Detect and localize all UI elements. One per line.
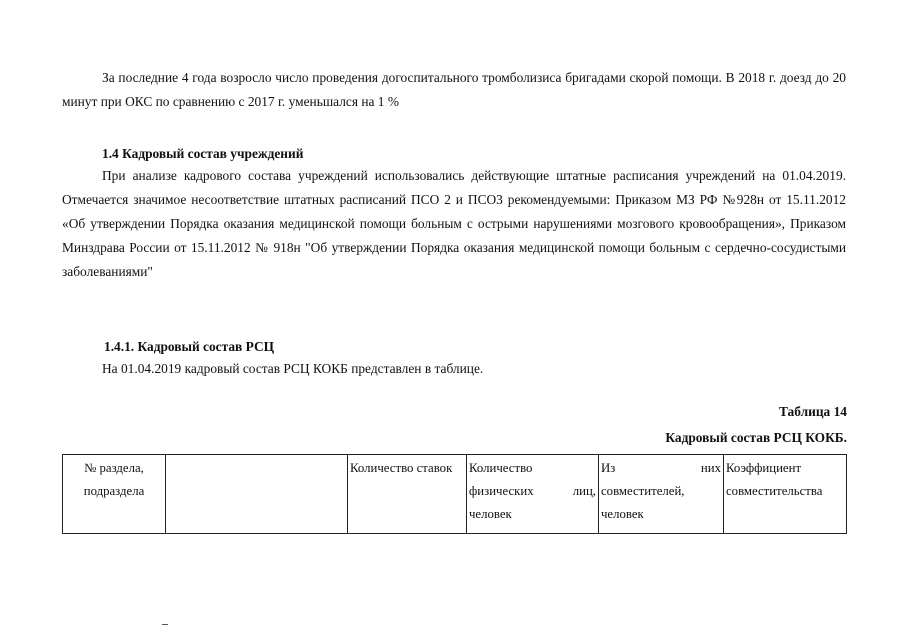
header-persons-line1: Количество — [469, 461, 533, 475]
staffing-table — [62, 454, 847, 534]
table-caption: Кадровый состав РСЦ КОКБ. — [665, 430, 847, 445]
header-part-timers-line3: человек — [601, 507, 644, 521]
paragraph-staffing-analysis: При анализе кадрового состава учреждений использовались действующие штатные расписания учреждений на 01.04.2019. Отмечается значимое несоответствие штатных расписаний ПСО 2 и ПСО3 рекомендуемыми: Приказом МЗ РФ №928н от 15.11.2012 «Об утверждении Порядка оказания медицинской помощи больным с острыми нарушениями мозгового кровообращения», Приказом Минздрава России от 15.11.2012 № 918н "Об утверждении Порядка оказания медицинской помощи больным с сердечно-сосудистыми заболеваниями" — [62, 168, 846, 279]
scan-mark — [162, 624, 168, 625]
header-persons-line3: человек — [469, 507, 512, 521]
header-section-number-line1: № раздела, — [84, 461, 144, 475]
header-persons-line2: физических лиц, — [469, 484, 596, 498]
header-part-timers — [599, 455, 724, 534]
header-part-timers-line1: Из них — [601, 461, 721, 475]
header-coefficient — [724, 455, 847, 534]
header-rate-count: Количество ставок — [348, 455, 467, 534]
header-coefficient-line1: Коэффициент — [726, 461, 802, 475]
header-coefficient-line2: совместительства — [726, 484, 823, 498]
header-part-timers-line2: совместителей, — [601, 484, 685, 498]
header-empty — [166, 455, 348, 534]
section-heading-staffing: 1.4 Кадровый состав учреждений — [102, 146, 304, 161]
paragraph-rsc-intro: На 01.04.2019 кадровый состав РСЦ КОКБ представлен в таблице. — [102, 361, 484, 376]
subsection-heading-rsc: 1.4.1. Кадровый состав РСЦ — [104, 339, 275, 354]
header-section-number — [63, 455, 166, 534]
header-persons-count — [467, 455, 599, 534]
paragraph-thrombolysis: За последние 4 года возросло число проведения догоспитального тромболизиса бригадами скорой помощи. В 2018 г. доезд до 20 минут при ОКС по сравнению с 2017 г. уменьшался на 1 % — [62, 70, 846, 109]
table-header-row — [63, 455, 847, 534]
table-number: Таблица 14 — [778, 404, 847, 419]
header-section-number-line2: подраздела — [83, 484, 145, 498]
